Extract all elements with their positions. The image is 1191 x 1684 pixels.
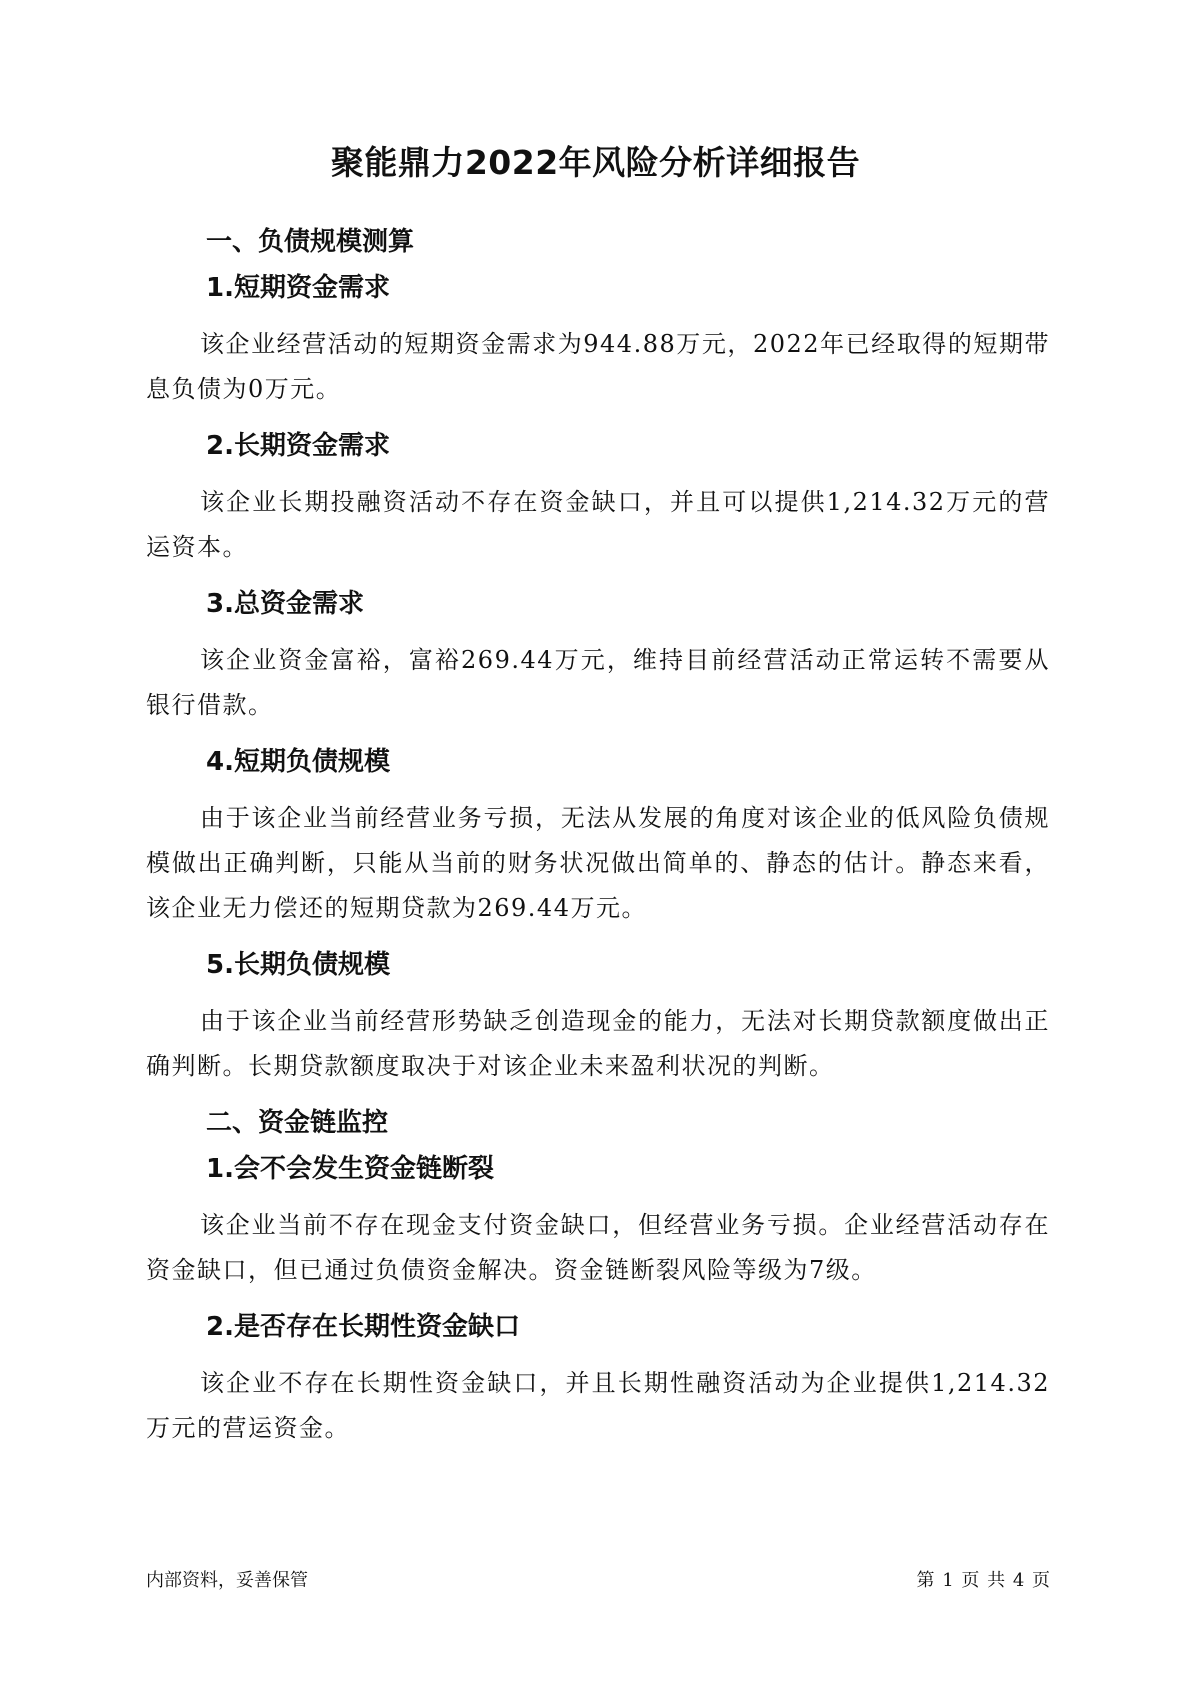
footer-page-number: 第 1 页 共 4 页 bbox=[916, 1570, 1051, 1591]
footer-confidential-note: 内部资料，妥善保管 bbox=[146, 1570, 308, 1591]
subsection-heading-long-term-gap: 2.是否存在长期性资金缺口 bbox=[206, 1312, 520, 1342]
subsection-heading-total-funding: 3.总资金需求 bbox=[206, 589, 364, 619]
paragraph-chain-break: 该企业当前不存在现金支付资金缺口，但经营业务亏损。企业经营活动存在资金缺口，但已通过负债资金解决。资金链断裂风险等级为7级。 bbox=[146, 1211, 1050, 1284]
paragraph-long-term-debt: 由于该企业当前经营形势缺乏创造现金的能力，无法对长期贷款额度做出正确判断。长期贷款额度取决于对该企业未来盈利状况的判断。 bbox=[146, 1007, 1050, 1080]
paragraph-long-term-funding: 该企业长期投融资活动不存在资金缺口，并且可以提供1,214.32万元的营运资本。 bbox=[146, 488, 1050, 561]
section-heading-cash-chain: 二、资金链监控 bbox=[206, 1108, 389, 1138]
paragraph-short-term-funding: 该企业经营活动的短期资金需求为944.88万元，2022年已经取得的短期带息负债为0万元。 bbox=[146, 330, 1050, 403]
paragraph-short-term-debt: 由于该企业当前经营业务亏损，无法从发展的角度对该企业的低风险负债规模做出正确判断，只能从当前的财务状况做出简单的、静态的估计。静态来看，该企业无力偿还的短期贷款为269.44万元。 bbox=[146, 804, 1050, 922]
subsection-heading-short-term-debt: 4.短期负债规模 bbox=[206, 747, 390, 777]
subsection-heading-long-term-debt: 5.长期负债规模 bbox=[206, 950, 390, 980]
subsection-heading-long-term-funding: 2.长期资金需求 bbox=[206, 431, 390, 461]
subsection-heading-short-term-funding: 1.短期资金需求 bbox=[206, 273, 390, 303]
section-heading-debt-scale: 一、负债规模测算 bbox=[206, 227, 415, 257]
subsection-heading-chain-break: 1.会不会发生资金链断裂 bbox=[206, 1154, 494, 1184]
report-title: 聚能鼎力2022年风险分析详细报告 bbox=[330, 143, 861, 182]
paragraph-long-term-gap: 该企业不存在长期性资金缺口，并且长期性融资活动为企业提供1,214.32万元的营运资金。 bbox=[146, 1369, 1050, 1442]
paragraph-total-funding: 该企业资金富裕，富裕269.44万元，维持目前经营活动正常运转不需要从银行借款。 bbox=[146, 646, 1050, 719]
report-body bbox=[146, 222, 1050, 1465]
